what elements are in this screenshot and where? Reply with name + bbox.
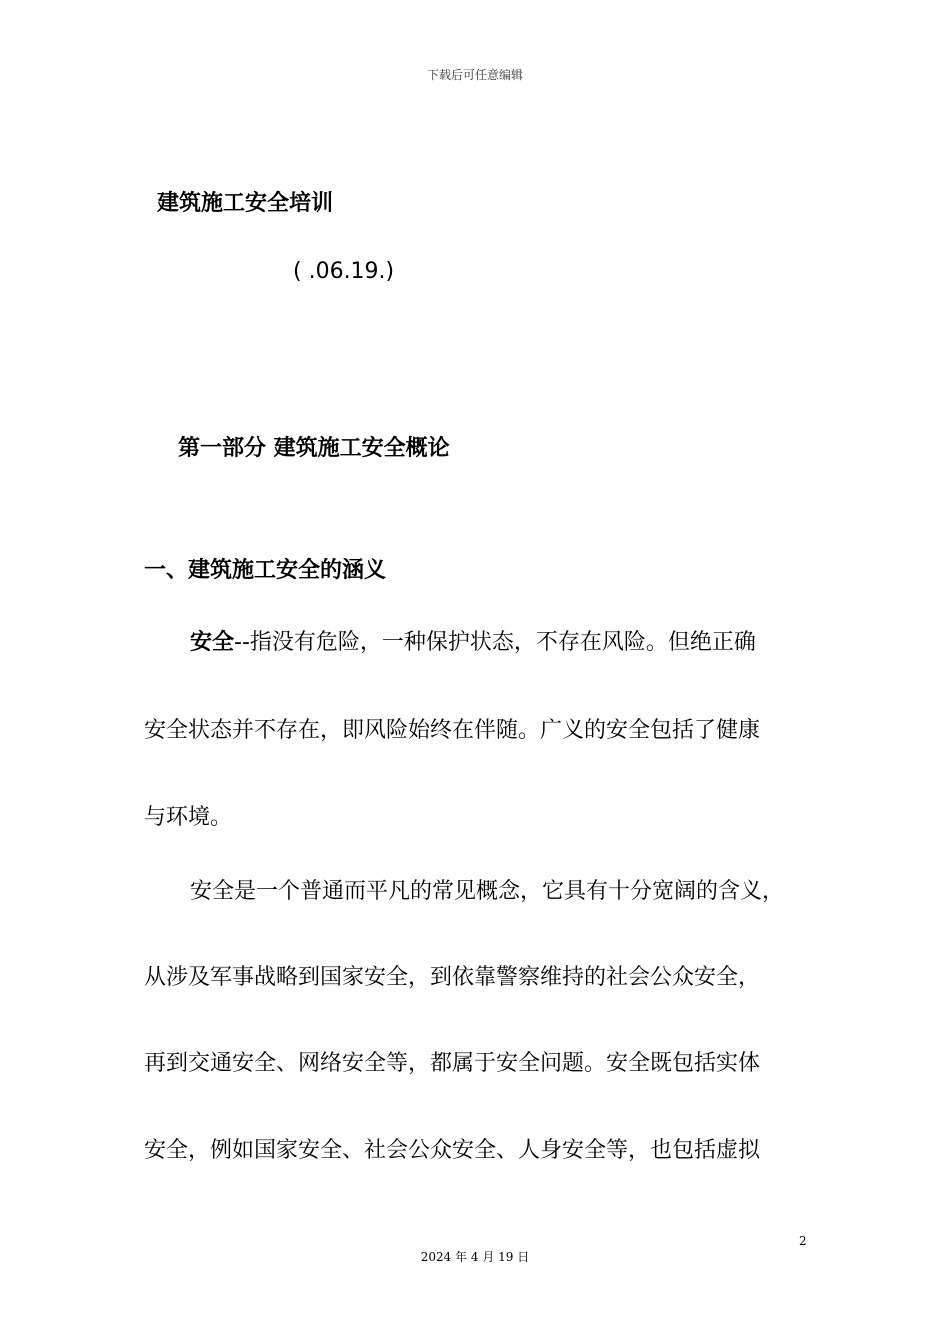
page-number: 2	[799, 1234, 807, 1248]
term-anquan: 安全	[190, 630, 235, 655]
paragraph-1-line-1-text: --指没有危险，一种保护状态，不存在风险。但绝正确	[234, 630, 756, 655]
document-date: ( .06.19.)	[293, 259, 395, 284]
section-heading: 一、建筑施工安全的涵义	[144, 558, 387, 583]
paragraph-2-line-3: 再到交通安全、网络安全等，都属于安全问题。安全既包括实体	[144, 1051, 761, 1076]
page-header: 下载后可任意编辑	[426, 68, 523, 82]
paragraph-2-line-4: 安全，例如国家安全、社会公众安全、人身安全等，也包括虚拟	[144, 1138, 761, 1163]
document-title: 建筑施工安全培训	[157, 191, 334, 216]
paragraph-2-line-1: 安全是一个普通而平凡的常见概念，它具有十分宽阔的含义，	[190, 879, 785, 904]
paragraph-1-line-3: 与环境。	[144, 805, 233, 830]
paragraph-1-line-2: 安全状态并不存在，即风险始终在伴随。广义的安全包括了健康	[144, 718, 761, 743]
part-heading: 第一部分 建筑施工安全概论	[178, 436, 450, 461]
paragraph-2-line-2: 从涉及军事战略到国家安全，到依靠警察维持的社会公众安全，	[144, 965, 761, 990]
footer-date: 2024 年 4 月 19 日	[420, 1250, 530, 1264]
paragraph-1-line-1	[190, 625, 756, 656]
